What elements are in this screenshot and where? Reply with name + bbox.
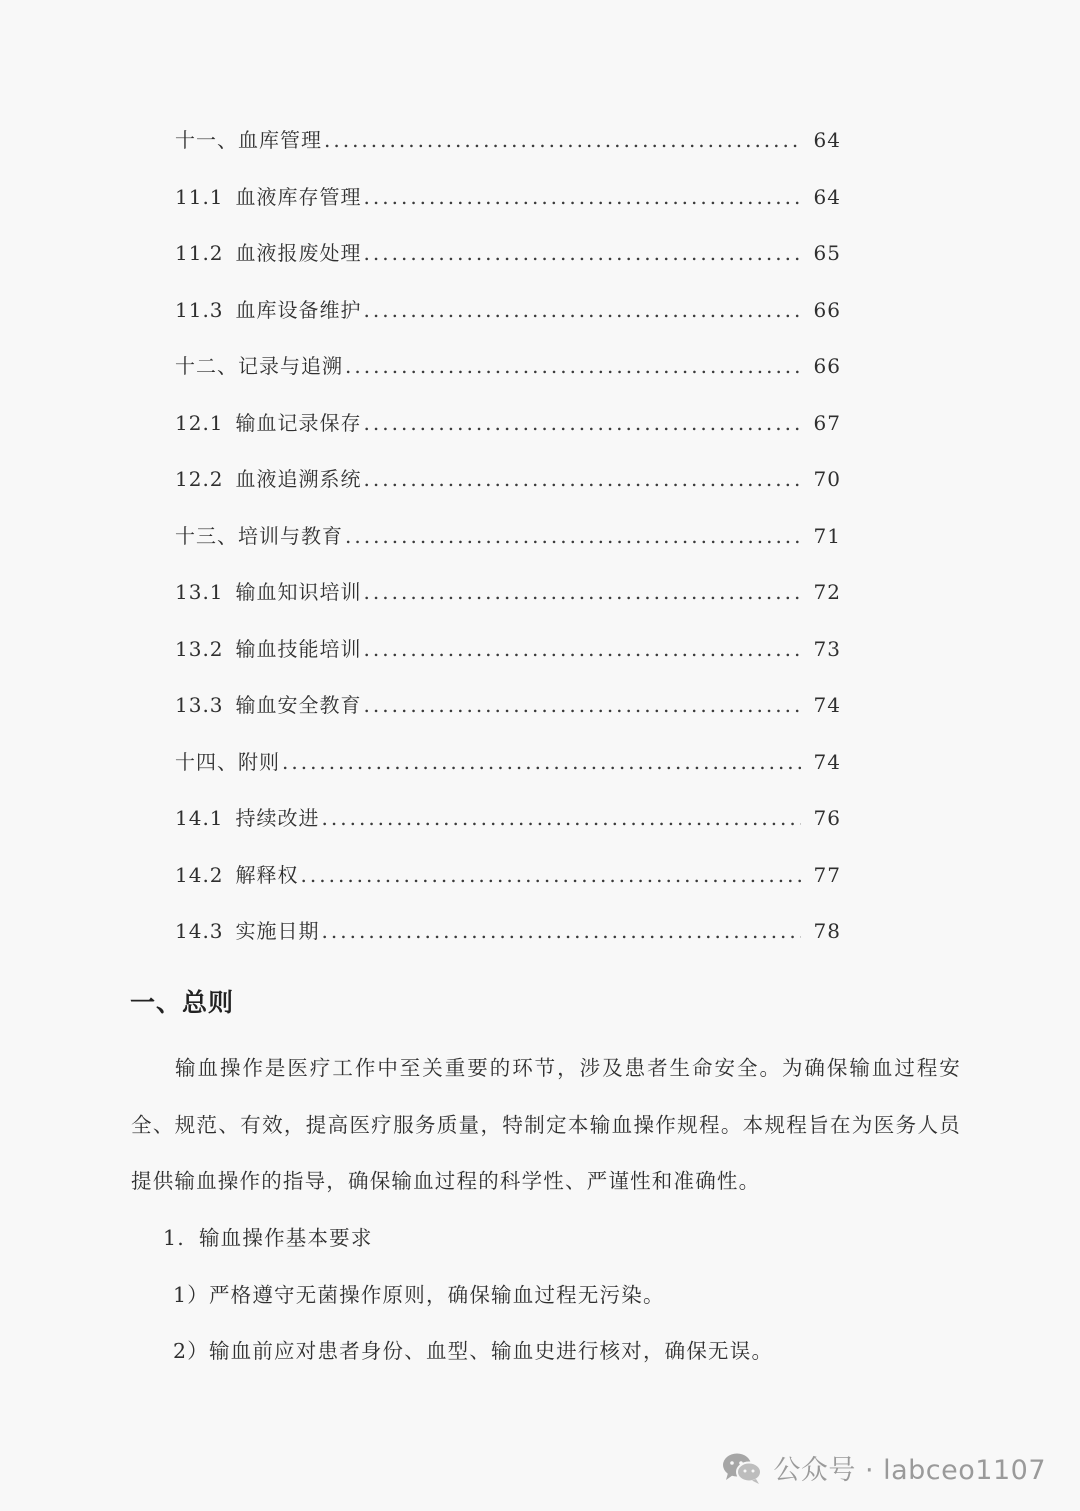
toc-dot-leader [364, 621, 801, 678]
toc-page-number: 73 [813, 636, 841, 661]
toc-dot-leader [322, 903, 801, 960]
subheading-text: 输血操作基本要求 [198, 1226, 373, 1250]
toc-entry [175, 112, 841, 169]
toc-entry [175, 903, 841, 960]
requirement-item: 1）严格遵守无菌操作原则，确保输血过程无污染。 [173, 1283, 665, 1307]
subheading-number: 1. [163, 1226, 185, 1250]
toc-entry-title: 输血记录保存 [235, 410, 362, 435]
toc-page-number: 66 [813, 354, 841, 378]
toc-page-number: 72 [813, 580, 841, 604]
toc-entry-title: 输血技能培训 [235, 636, 362, 661]
toc-dot-leader [364, 225, 801, 282]
requirement-item: 2）输血前应对患者身份、血型、输血史进行核对，确保无误。 [173, 1339, 774, 1363]
toc-entry [175, 734, 841, 791]
toc-entry [175, 677, 841, 734]
toc-entry-number: 11.1 [175, 184, 224, 209]
toc-entry [175, 338, 841, 395]
toc-entry-title: 输血知识培训 [235, 580, 362, 604]
toc-page-number: 67 [813, 410, 841, 435]
toc-entry-title: 解释权 [235, 862, 299, 887]
toc-entry [175, 621, 841, 678]
toc-entry [175, 508, 841, 565]
toc-entry-title: 输血安全教育 [235, 693, 362, 717]
toc-entry-number: 13.3 [175, 693, 224, 717]
toc-dot-leader [364, 282, 801, 339]
toc-dot-leader [301, 847, 801, 904]
toc-dot-leader [364, 395, 801, 452]
toc-entry [175, 790, 841, 847]
toc-dot-leader [364, 564, 801, 621]
wechat-icon [721, 1451, 763, 1485]
toc-entry-title: 血库设备维护 [235, 297, 362, 322]
toc-entry-title: 实施日期 [235, 919, 320, 943]
toc-page-number: 66 [813, 297, 841, 322]
toc-entry-title: 十二、记录与追溯 [175, 354, 343, 378]
toc-entry [175, 225, 841, 282]
subheading [163, 1210, 373, 1267]
toc-page-number: 76 [813, 806, 841, 830]
toc-page-number: 64 [813, 184, 841, 209]
toc-entry-title: 十一、血库管理 [175, 128, 322, 152]
toc-page-number: 78 [813, 919, 841, 943]
toc-entry-title: 十三、培训与教育 [175, 523, 343, 548]
toc-entry-number: 13.1 [175, 580, 224, 604]
toc-dot-leader [345, 338, 801, 395]
toc-dot-leader [364, 451, 801, 508]
toc-entry-title: 十四、附则 [175, 749, 280, 774]
toc-entry-number: 14.3 [175, 919, 224, 943]
toc-dot-leader [364, 169, 801, 226]
toc-entry-number: 14.1 [175, 806, 224, 830]
toc-page-number: 71 [813, 523, 841, 548]
toc-page-number: 65 [813, 241, 841, 265]
toc-entry-number: 12.2 [175, 467, 224, 491]
toc-entry [175, 282, 841, 339]
toc-entry-number: 14.2 [175, 862, 224, 887]
toc-page-number: 74 [813, 693, 841, 717]
toc-entry [175, 169, 841, 226]
toc-dot-leader [364, 677, 801, 734]
toc-entry [175, 451, 841, 508]
toc-entry-title: 持续改进 [235, 806, 320, 830]
toc-entry-number: 11.3 [175, 297, 224, 322]
toc-entry-number: 11.2 [175, 241, 224, 265]
toc-entry [175, 395, 841, 452]
toc-page-number: 74 [813, 749, 841, 774]
intro-paragraph: 输血操作是医疗工作中至关重要的环节，涉及患者生命安全。为确保输血过程安全、规范、有效，提高医疗服务质量，特制定本输血操作规程。本规程旨在为医务人员提供输血操作的指导，确保输血过程的科学性、严谨性和准确性。 [131, 1056, 961, 1193]
table-of-contents [175, 112, 841, 960]
toc-entry-number: 13.2 [175, 636, 224, 661]
section-title: 一、总则 [130, 988, 235, 1017]
watermark-text: 公众号 · labceo1107 [773, 1455, 1046, 1486]
toc-dot-leader [322, 790, 801, 847]
toc-entry-title: 血液追溯系统 [235, 467, 362, 491]
toc-page-number: 70 [813, 467, 841, 491]
toc-entry [175, 847, 841, 904]
toc-page-number: 64 [813, 128, 841, 152]
toc-entry-title: 血液库存管理 [235, 184, 362, 209]
toc-dot-leader [345, 508, 801, 565]
toc-entry-title: 血液报废处理 [235, 241, 362, 265]
watermark [721, 1448, 1046, 1487]
toc-entry-number: 12.1 [175, 410, 224, 435]
toc-dot-leader [282, 734, 801, 791]
toc-page-number: 77 [813, 862, 841, 887]
toc-dot-leader [324, 112, 801, 169]
toc-entry [175, 564, 841, 621]
